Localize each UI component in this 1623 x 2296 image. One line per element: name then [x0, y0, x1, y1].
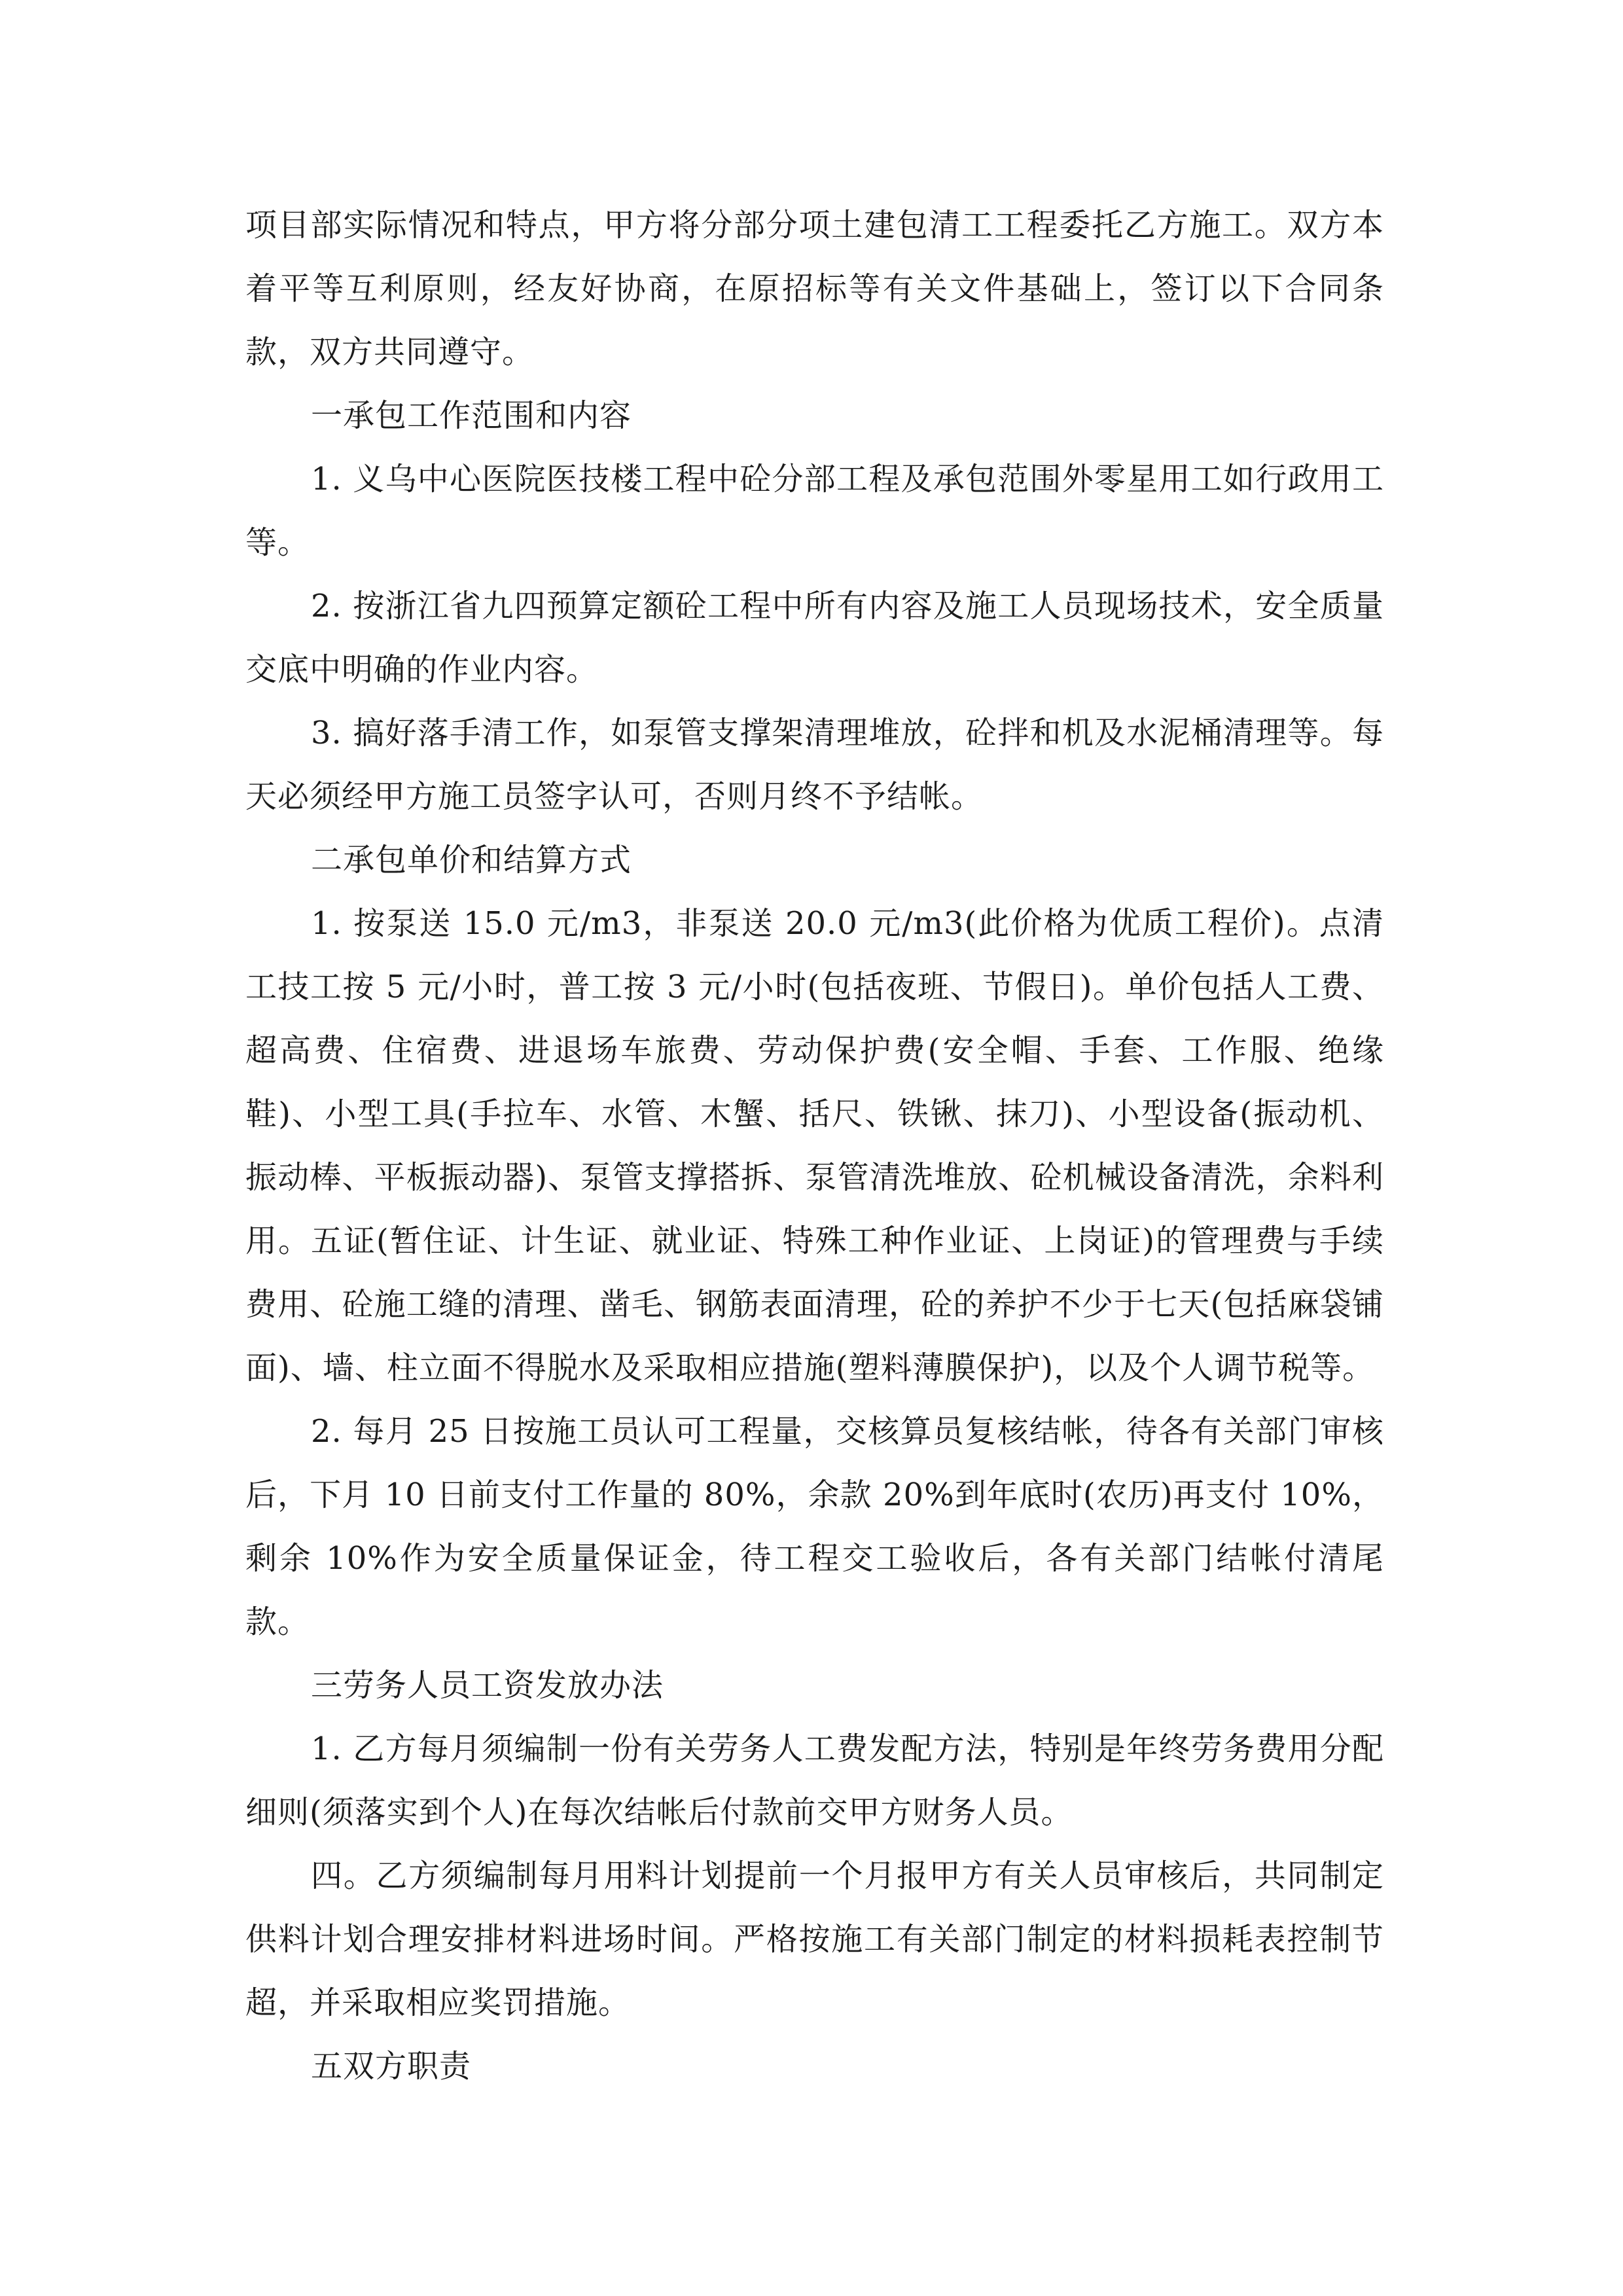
- section-heading-2: 二承包单价和结算方式: [311, 842, 632, 878]
- paragraph-2-1: 1. 按泵送 15.0 元/m3，非泵送 20.0 元/m3(此价格为优质工程价)。点清工技工按 5 元/小时，普工按 3 元/小时(包括夜班、节假日)。单价包括人工费、超高费、住宿费、进退场车旅费、劳动保护费(安全帽、手套、工作服、绝缘鞋)、小型工具(手拉车、水管、木蟹、括尺、铁锹、抹刀)、小型设备(振动机、振动棒、平板振动器)、泵管支撑搭拆、泵管清洗堆放、砼机械设备清洗，余料利用。五证(暂住证、计生证、就业证、特殊工种作业证、上岗证)的管理费与手续费用、砼施工缝的清理、凿毛、钢筋表面清理，砼的养护不少于七天(包括麻袋铺面)、墙、柱立面不得脱水及采取相应措施(塑料薄膜保护)，以及个人调节税等。: [245, 905, 1384, 1386]
- paragraph-1-1: 1. 义乌中心医院医技楼工程中砼分部工程及承包范围外零星用工如行政用工等。: [245, 461, 1384, 561]
- paragraph-1-2: 2. 按浙江省九四预算定额砼工程中所有内容及施工人员现场技术，安全质量交底中明确的作业内容。: [245, 588, 1384, 688]
- section-heading-3: 三劳务人员工资发放办法: [311, 1667, 664, 1704]
- paragraph-1-3: 3. 搞好落手清工作，如泵管支撑架清理堆放，砼拌和机及水泥桶清理等。每天必须经甲方施工员签字认可，否则月终不予结帐。: [245, 715, 1384, 815]
- paragraph-4: 四。乙方须编制每月用料计划提前一个月报甲方有关人员审核后，共同制定供料计划合理安排材料进场时间。严格按施工有关部门制定的材料损耗表控制节超，并采取相应奖罚措施。: [245, 1857, 1384, 2021]
- paragraph-3-1: 1. 乙方每月须编制一份有关劳务人工费发配方法，特别是年终劳务费用分配细则(须落实到个人)在每次结帐后付款前交甲方财务人员。: [245, 1731, 1384, 1831]
- section-heading-5: 五双方职责: [311, 2048, 472, 2085]
- document-body: [245, 194, 1384, 2098]
- section-heading-1: 一承包工作范围和内容: [311, 397, 632, 434]
- paragraph-preamble: 项目部实际情况和特点，甲方将分部分项土建包清工工程委托乙方施工。双方本着平等互利原则，经友好协商，在原招标等有关文件基础上，签订以下合同条款，双方共同遵守。: [245, 207, 1384, 370]
- paragraph-2-2: 2. 每月 25 日按施工员认可工程量，交核算员复核结帐，待各有关部门审核后，下月 10 日前支付工作量的 80%，余款 20%到年底时(农历)再支付 10%，剩余 10%作为安全质量保证金，待工程交工验收后，各有关部门结帐付清尾款。: [245, 1413, 1384, 1640]
